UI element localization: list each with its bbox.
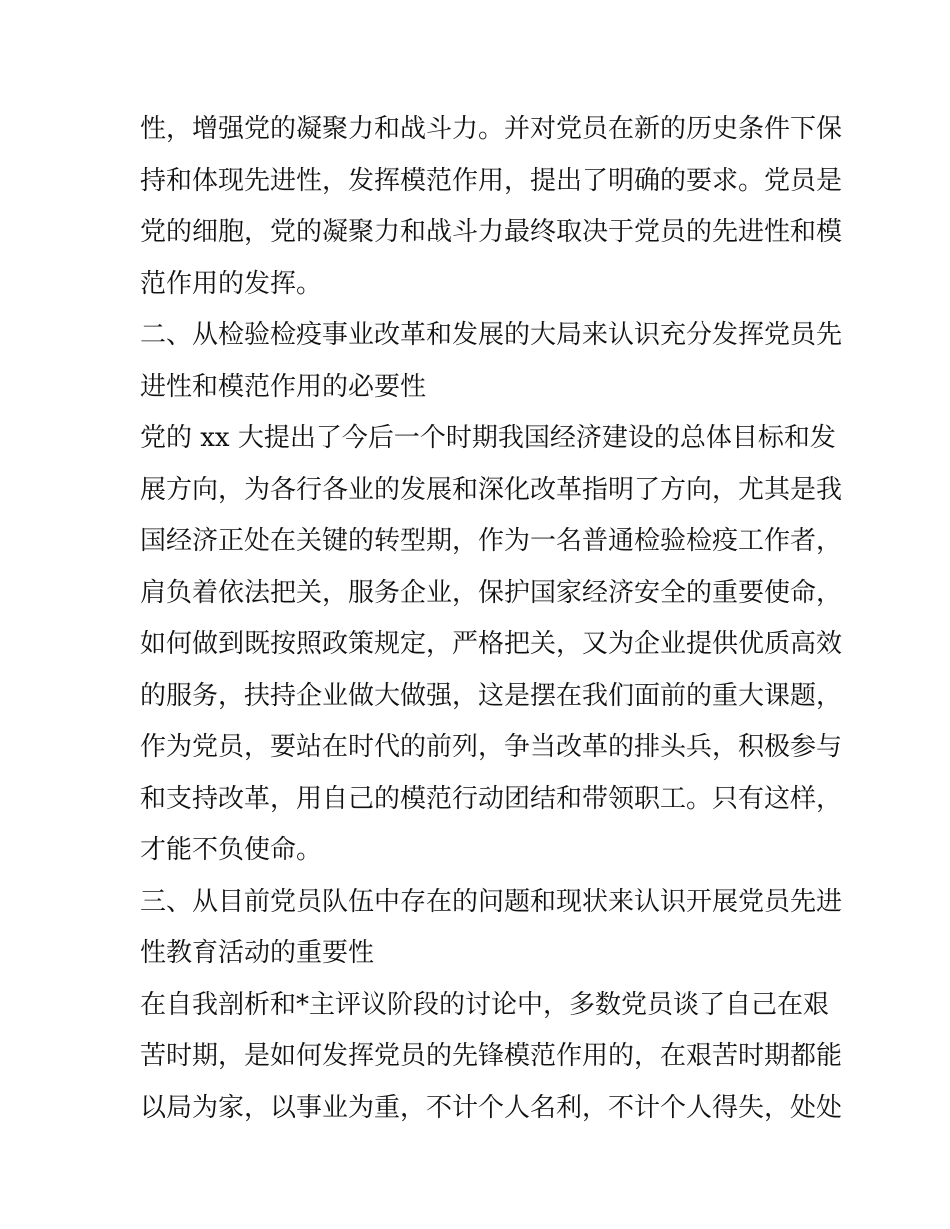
- text-line: 作为党员，要站在时代的前列，争当改革的排头兵，积极参与: [140, 732, 843, 762]
- text-line: 持和体现先进性，发挥模范作用，提出了明确的要求。党员是: [140, 165, 843, 196]
- text-line: 展方向，为各行各业的发展和深化改革指明了方向，尤其是我: [140, 474, 843, 505]
- text-line: 如何做到既按照政策规定，严格把关，又为企业提供优质高效: [140, 629, 843, 659]
- document-body: [140, 104, 843, 1134]
- text-line: 和支持改革，用自己的模范行动团结和带领职工。只有这样，: [140, 783, 843, 814]
- section-heading-line: 进性和模范作用的必要性: [140, 371, 427, 402]
- text-line: 在自我剖析和*主评议阶段的讨论中，多数党员谈了自己在艰: [140, 989, 830, 1020]
- text-line: 国经济正处在关键的转型期，作为一名普通检验检疫工作者，: [140, 526, 843, 556]
- text-line: 以局为家，以事业为重，不计个人名利，不计个人得失，处处: [140, 1092, 843, 1123]
- text-line: 才能不负使命。: [140, 835, 323, 865]
- text-line: 党的细胞，党的凝聚力和战斗力最终取决于党员的先进性和模: [140, 217, 843, 247]
- text-line: 党的 xx 大提出了今后一个时期我国经济建设的总体目标和发: [140, 423, 836, 453]
- section-heading-line: 性教育活动的重要性: [140, 938, 375, 968]
- text-line: 范作用的发挥。: [140, 268, 323, 299]
- text-line: 苦时期，是如何发挥党员的先锋模范作用的，在艰苦时期都能: [140, 1041, 843, 1071]
- text-line: 的服务，扶持企业做大做强，这是摆在我们面前的重大课题，: [140, 680, 843, 711]
- text-line: 性，增强党的凝聚力和战斗力。并对党员在新的历史条件下保: [140, 114, 843, 144]
- section-heading-line: 三、从目前党员队伍中存在的问题和现状来认识开展党员先进: [140, 886, 843, 917]
- section-heading-line: 二、从检验检疫事业改革和发展的大局来认识充分发挥党员先: [140, 320, 843, 350]
- text-line: 肩负着依法把关，服务企业，保护国家经济安全的重要使命，: [140, 577, 843, 608]
